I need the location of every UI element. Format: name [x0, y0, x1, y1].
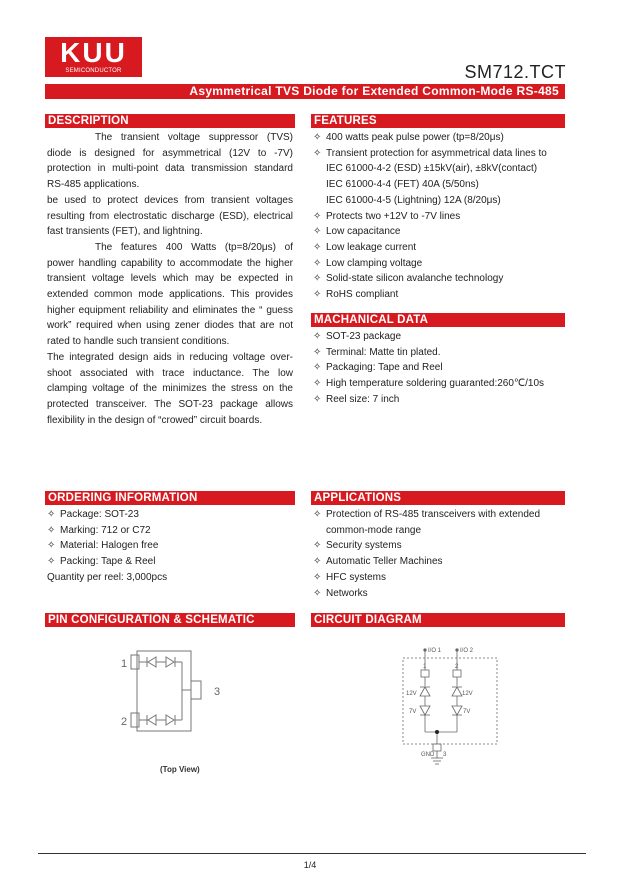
- list-item: ✧ Protection of RS-485 transceivers with extended common-mode range: [313, 509, 540, 536]
- footer-divider: [38, 853, 586, 854]
- pin-config-heading: PIN CONFIGURATION & SCHEMATIC: [45, 613, 295, 627]
- list-item: ✧ Package: SOT-23: [47, 507, 293, 523]
- list-item: ✧ Marking: 712 or C72: [47, 523, 293, 539]
- list-item: ✧ 400 watts peak pulse power (tp=8/20μs): [313, 130, 565, 146]
- bullet-icon: ✧: [313, 132, 322, 143]
- list-item: ✧ Packaging: Tape and Reel: [313, 360, 565, 376]
- bullet-icon: ✧: [313, 331, 322, 342]
- list-item: ✧ Solid-state silicon avalanche technology: [313, 271, 565, 287]
- circuit-pin1-label: 1: [423, 664, 427, 670]
- list-item: ✧ Networks: [313, 586, 565, 602]
- bullet-icon: ✧: [47, 556, 56, 568]
- pin-schematic: [110, 643, 250, 743]
- bullet-icon: ✧: [313, 540, 322, 552]
- list-item: ✧ Transient protection for asymmetrical data lines to: [313, 146, 565, 162]
- pin2-pad: [453, 670, 461, 677]
- description-paragraph: The transient voltage suppressor (TVS) diode is designed for asymmetrical (12V to -7V) protection in multi-point data transmission standard RS-485 applications.: [47, 132, 293, 191]
- diode-symbol: [166, 715, 174, 725]
- pin1-pad: [131, 655, 139, 669]
- description-body: [47, 130, 293, 428]
- list-item: ✧ Automatic Teller Machines: [313, 554, 565, 570]
- bullet-icon: ✧: [313, 556, 322, 568]
- features-list: [313, 130, 565, 303]
- list-item: ✧ Protects two +12V to -7V lines: [313, 209, 565, 225]
- bullet-icon: ✧: [313, 587, 322, 599]
- mechanical-heading: MACHANICAL DATA: [311, 313, 565, 327]
- bullet-icon: ✧: [313, 571, 322, 583]
- circuit-pin3-label: 3: [443, 752, 447, 758]
- bullet-icon: ✧: [313, 147, 322, 159]
- bullet-icon: ✧: [313, 226, 322, 238]
- bullet-icon: ✧: [47, 509, 56, 520]
- bullet-icon: ✧: [313, 210, 322, 222]
- list-item: ✧ RoHS compliant: [313, 287, 565, 303]
- bullet-icon: ✧: [313, 378, 322, 390]
- bullet-icon: ✧: [313, 257, 322, 269]
- v7-left-label: 7V: [409, 709, 417, 715]
- list-item: ✧ HFC systems: [313, 570, 565, 586]
- bullet-icon: ✧: [313, 362, 322, 374]
- applications-list: [313, 507, 565, 601]
- description-paragraph: The features 400 Watts (tp=8/20μs) of power handling capability to accommodate the higher transient voltage levels which may be expected in extended common mode applications. This provides higher equipment reliability and eliminates the “ guess work” required when using zener diodes that are not rated to handle such transient conditions.: [47, 241, 293, 348]
- bullet-icon: ✧: [313, 346, 322, 358]
- ordering-list: [47, 507, 293, 586]
- circuit-diagram: [395, 640, 505, 770]
- list-item: ✧ Low leakage current: [313, 240, 565, 256]
- logo-text: KUU: [60, 37, 127, 68]
- list-subitem: IEC 61000-4-2 (ESD) ±15kV(air), ±8kV(contact): [326, 163, 538, 175]
- pin3-label: 3: [214, 686, 221, 698]
- bullet-icon: ✧: [313, 273, 322, 285]
- diode-symbol: [166, 657, 174, 667]
- pin3-pad: [433, 744, 441, 751]
- io1-label: I/O 1: [428, 648, 442, 654]
- pin1-pad: [421, 670, 429, 677]
- document-title: Asymmetrical TVS Diode for Extended Common-Mode RS-485: [189, 84, 559, 98]
- list-item: ✧ Terminal: Matte tin plated.: [313, 345, 565, 361]
- list-item: ✧ SOT-23 package: [313, 329, 565, 345]
- io2-label: I/O 2: [460, 648, 474, 654]
- package-outline: [137, 651, 191, 731]
- bullet-icon: ✧: [313, 289, 322, 301]
- bullet-icon: ✧: [47, 524, 56, 536]
- bullet-icon: ✧: [313, 241, 322, 253]
- description-heading: DESCRIPTION: [45, 114, 295, 128]
- mechanical-list: [313, 329, 565, 408]
- diode-symbol: [452, 706, 462, 715]
- package-outline: [403, 658, 497, 744]
- logo-subtext: SEMICONDUCTOR: [65, 68, 122, 74]
- diode-symbol: [420, 706, 430, 715]
- applications-heading: APPLICATIONS: [311, 491, 565, 505]
- pin3-pad: [191, 681, 201, 699]
- list-item: ✧ High temperature soldering guaranted:260℃/10s: [313, 376, 565, 392]
- list-item: ✧ Reel size: 7 inch: [313, 392, 565, 408]
- pin2-pad: [131, 713, 139, 727]
- title-bar: [45, 84, 565, 99]
- bullet-icon: ✧: [313, 509, 322, 520]
- list-item: ✧ Low clamping voltage: [313, 256, 565, 272]
- features-heading: FEATURES: [311, 114, 565, 128]
- list-item: ✧ Material: Halogen free: [47, 538, 293, 554]
- page-number: 1/4: [303, 860, 317, 870]
- list-item: ✧ Low capacitance: [313, 224, 565, 240]
- v7-right-label: 7V: [463, 709, 471, 715]
- description-paragraph: The integrated design aids in reducing voltage over-shoot associated with trace inductance. The low clamping voltage of the minimizes the stress on the protected transceiver. The SOT-23 package allows flexibility in the design of “crowed” circuit boards.: [47, 351, 293, 426]
- circuit-pin2-label: 2: [455, 664, 459, 670]
- diode-symbol: [148, 715, 156, 725]
- company-logo: [45, 37, 142, 77]
- diode-symbol: [420, 687, 430, 696]
- ordering-heading: ORDERING INFORMATION: [45, 491, 295, 505]
- circuit-heading: CIRCUIT DIAGRAM: [311, 613, 565, 627]
- bullet-icon: ✧: [47, 540, 56, 552]
- top-view-caption: (Top View): [160, 765, 200, 774]
- list-item: ✧ Security systems: [313, 538, 565, 554]
- pin1-label: 1: [121, 658, 128, 670]
- pin2-label: 2: [121, 716, 128, 728]
- list-subitem: IEC 61000-4-5 (Lightning) 12A (8/20μs): [326, 194, 501, 206]
- bullet-icon: ✧: [313, 393, 322, 405]
- v12-right-label: 12V: [462, 691, 473, 697]
- quantity-per-reel: Quantity per reel: 3,000pcs: [47, 571, 168, 583]
- list-item: ✧ Packing: Tape & Reel: [47, 554, 293, 570]
- diode-symbol: [148, 657, 156, 667]
- list-subitem: IEC 61000-4-4 (FET) 40A (5/50ns): [326, 179, 479, 191]
- gnd-label: GND: [421, 752, 435, 758]
- description-paragraph: be used to protect devices from transient voltages resulting from electrostatic discharge (ESD), electrical fast transients (FET), and lightning.: [47, 194, 293, 238]
- diode-symbol: [452, 687, 462, 696]
- v12-left-label: 12V: [406, 691, 417, 697]
- part-number: SM712.TCT: [464, 62, 566, 82]
